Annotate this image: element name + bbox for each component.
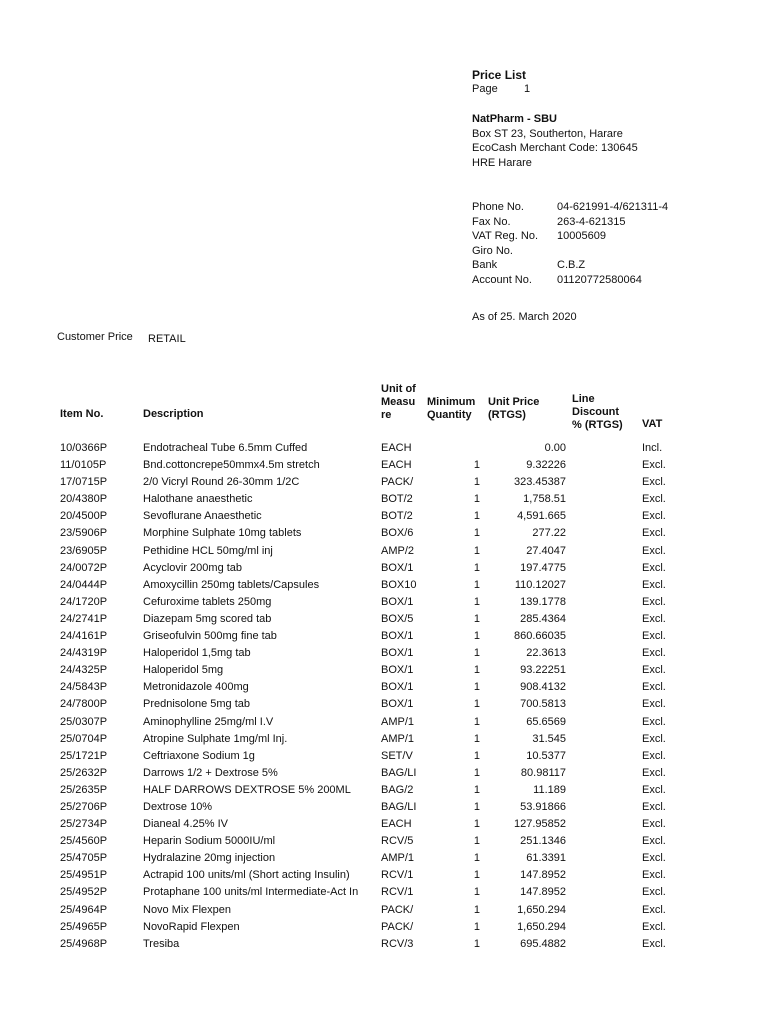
cell-unit-price: 80.98117 [520, 766, 566, 779]
cell-item-no: 25/4951P [60, 869, 108, 882]
table-row [0, 662, 768, 679]
cell-unit-price: 1,758.51 [523, 493, 566, 506]
table-row [0, 884, 768, 901]
cell-unit-of-measure: BOX/6 [381, 527, 414, 540]
cell-description: HALF DARROWS DEXTROSE 5% 200ML [143, 783, 351, 796]
cell-unit-price: 65.6569 [526, 715, 566, 728]
cell-description: Diazepam 5mg scored tab [143, 612, 272, 625]
company-name: NatPharm - SBU [472, 113, 557, 125]
header-min-line-1: Minimum [427, 396, 476, 408]
cell-item-no: 24/4319P [60, 647, 108, 660]
cell-unit-price: 700.5813 [520, 698, 566, 711]
cell-vat: Excl. [642, 715, 666, 728]
cell-item-no: 24/7800P [60, 698, 108, 711]
detail-label-phone: Phone No. [472, 201, 524, 213]
header-disc-line-3: % (RTGS) [572, 419, 623, 431]
cell-unit-of-measure: EACH [381, 459, 412, 472]
detail-label-fax: Fax No. [472, 216, 511, 228]
cell-vat: Excl. [642, 886, 666, 899]
cell-minimum-quantity: 1 [473, 647, 480, 660]
cell-item-no: 24/2741P [60, 612, 108, 625]
header-vat: VAT [642, 418, 663, 430]
cell-vat: Excl. [642, 544, 666, 557]
cell-minimum-quantity: 1 [473, 510, 480, 523]
address-line-2: EcoCash Merchant Code: 130645 [472, 142, 638, 154]
cell-unit-of-measure: BOX/1 [381, 647, 414, 660]
cell-item-no: 25/2635P [60, 783, 108, 796]
cell-unit-price: 251.1346 [520, 835, 566, 848]
cell-unit-of-measure: BOX/1 [381, 630, 414, 643]
cell-unit-of-measure: BOX/1 [381, 681, 414, 694]
cell-description: Endotracheal Tube 6.5mm Cuffed [143, 442, 308, 454]
cell-description: Acyclovir 200mg tab [143, 561, 243, 574]
cell-unit-price: 197.4775 [520, 561, 566, 574]
table-row [0, 611, 768, 628]
header-unit-price [488, 396, 539, 422]
customer-price-label: Customer Price [57, 331, 133, 343]
cell-unit-of-measure: EACH [381, 442, 412, 454]
cell-unit-of-measure: EACH [381, 818, 412, 831]
cell-item-no: 23/5906P [60, 527, 108, 540]
header-item-no: Item No. [60, 408, 104, 420]
cell-item-no: 20/4500P [60, 510, 108, 523]
cell-minimum-quantity: 1 [473, 612, 480, 625]
cell-unit-price: 860.66035 [514, 630, 566, 643]
cell-unit-of-measure: BOX/1 [381, 664, 414, 677]
detail-label-bank: Bank [472, 259, 498, 271]
cell-description: Novo Mix Flexpen [143, 903, 232, 916]
cell-unit-price: 695.4882 [520, 937, 566, 950]
table-row [0, 714, 768, 731]
address-line-3: HRE Harare [472, 157, 532, 169]
header-description: Description [143, 408, 204, 420]
cell-vat: Excl. [642, 749, 666, 762]
cell-unit-price: 61.3391 [526, 852, 566, 865]
price-table-body [0, 440, 768, 953]
cell-unit-price: 9.32226 [526, 459, 566, 472]
cell-item-no: 25/4968P [60, 937, 108, 950]
table-row [0, 525, 768, 542]
header-price-line-2: (RTGS) [488, 409, 526, 421]
cell-unit-of-measure: AMP/1 [381, 852, 415, 865]
header-disc-line-2: Discount [572, 406, 620, 418]
detail-label-giro: Giro No. [472, 245, 513, 257]
cell-unit-of-measure: BOX/5 [381, 612, 414, 625]
cell-unit-of-measure: PACK/ [381, 903, 414, 916]
cell-unit-price: 277.22 [532, 527, 566, 540]
cell-unit-of-measure: BOX/1 [381, 595, 414, 608]
table-row [0, 867, 768, 884]
cell-unit-price: 147.8952 [520, 869, 566, 882]
cell-unit-of-measure: BOT/2 [381, 510, 413, 523]
header-line-discount [572, 393, 623, 432]
cell-description: Hydralazine 20mg injection [143, 852, 276, 865]
cell-minimum-quantity: 1 [473, 766, 480, 779]
cell-minimum-quantity: 1 [473, 630, 480, 643]
cell-item-no: 25/0307P [60, 715, 108, 728]
detail-value-bank: C.B.Z [557, 259, 586, 271]
table-row [0, 508, 768, 525]
cell-vat: Excl. [642, 612, 666, 625]
cell-unit-of-measure: BAG/2 [381, 783, 414, 796]
cell-description: Atropine Sulphate 1mg/ml Inj. [143, 732, 288, 745]
cell-description: Darrows 1/2 + Dextrose 5% [143, 766, 278, 779]
cell-minimum-quantity: 1 [473, 681, 480, 694]
cell-unit-of-measure: SET/V [381, 749, 413, 762]
cell-unit-price: 1,650.294 [517, 920, 566, 933]
cell-vat: Excl. [642, 630, 666, 643]
table-row [0, 628, 768, 645]
cell-minimum-quantity: 1 [473, 835, 480, 848]
cell-item-no: 24/0072P [60, 561, 108, 574]
cell-item-no: 24/0444P [60, 578, 108, 591]
cell-unit-of-measure: RCV/5 [381, 835, 414, 848]
table-row [0, 782, 768, 799]
cell-minimum-quantity: 1 [473, 800, 480, 813]
cell-unit-of-measure: AMP/2 [381, 544, 415, 557]
cell-description: Bnd.cottoncrepe50mmx4.5m stretch [143, 459, 320, 472]
cell-unit-of-measure: RCV/3 [381, 937, 414, 950]
cell-vat: Excl. [642, 647, 666, 660]
cell-description: Ceftriaxone Sodium 1g [143, 749, 255, 762]
cell-item-no: 24/1720P [60, 595, 108, 608]
cell-vat: Excl. [642, 578, 666, 591]
cell-description: Aminophylline 25mg/ml I.V [143, 715, 274, 728]
cell-unit-price: 93.22251 [520, 664, 566, 677]
cell-unit-of-measure: BAG/LI [381, 800, 417, 813]
cell-unit-of-measure: BOT/2 [381, 493, 413, 506]
cell-description: Halothane anaesthetic [143, 493, 253, 506]
table-row [0, 474, 768, 491]
cell-vat: Excl. [642, 800, 666, 813]
table-row [0, 440, 768, 457]
cell-item-no: 25/4964P [60, 903, 108, 916]
cell-unit-of-measure: RCV/1 [381, 869, 414, 882]
cell-minimum-quantity: 1 [473, 818, 480, 831]
cell-unit-price: 11.189 [533, 783, 566, 796]
table-row [0, 491, 768, 508]
cell-description: NovoRapid Flexpen [143, 920, 240, 933]
cell-vat: Excl. [642, 681, 666, 694]
cell-description: Cefuroxime tablets 250mg [143, 595, 272, 608]
cell-unit-of-measure: PACK/ [381, 476, 414, 489]
cell-item-no: 25/1721P [60, 749, 108, 762]
page-title: Price List [472, 68, 527, 82]
cell-minimum-quantity: 1 [473, 698, 480, 711]
page-label: Page [472, 83, 498, 95]
table-row [0, 543, 768, 560]
cell-item-no: 25/4705P [60, 852, 108, 865]
cell-item-no: 25/2706P [60, 800, 108, 813]
cell-vat: Excl. [642, 783, 666, 796]
cell-vat: Excl. [642, 869, 666, 882]
detail-value-account: 01120772580064 [557, 274, 642, 286]
cell-vat: Incl. [642, 442, 663, 454]
cell-unit-price: 127.95852 [514, 818, 566, 831]
cell-minimum-quantity: 1 [473, 561, 480, 574]
cell-description: Dianeal 4.25% IV [143, 818, 228, 831]
cell-item-no: 11/0105P [60, 459, 107, 472]
cell-minimum-quantity: 1 [473, 749, 480, 762]
table-row [0, 833, 768, 850]
cell-vat: Excl. [642, 459, 666, 472]
cell-vat: Excl. [642, 766, 666, 779]
cell-description: Pethidine HCL 50mg/ml inj [143, 544, 273, 557]
cell-item-no: 24/4325P [60, 664, 108, 677]
cell-description: Tresiba [143, 937, 180, 950]
header-disc-line-1: Line [572, 393, 595, 405]
header-price-line-1: Unit Price [488, 396, 540, 408]
page-number: 1 [524, 83, 531, 95]
detail-label-account: Account No. [472, 274, 532, 286]
cell-vat: Excl. [642, 835, 666, 848]
cell-minimum-quantity: 1 [473, 544, 480, 557]
cell-minimum-quantity: 1 [473, 852, 480, 865]
cell-description: Metronidazole 400mg [143, 681, 249, 694]
cell-item-no: 25/0704P [60, 732, 108, 745]
cell-minimum-quantity: 1 [473, 459, 480, 472]
cell-unit-price: 53.91866 [520, 800, 566, 813]
cell-description: Heparin Sodium 5000IU/ml [143, 835, 276, 848]
table-row [0, 731, 768, 748]
cell-description: Haloperidol 1,5mg tab [143, 647, 251, 660]
cell-vat: Excl. [642, 818, 666, 831]
table-row [0, 560, 768, 577]
table-row [0, 577, 768, 594]
cell-vat: Excl. [642, 561, 666, 574]
detail-label-vat: VAT Reg. No. [472, 230, 539, 242]
cell-unit-price: 139.1778 [520, 595, 566, 608]
cell-minimum-quantity: 1 [473, 732, 480, 745]
cell-item-no: 25/4560P [60, 835, 108, 848]
table-row [0, 594, 768, 611]
cell-item-no: 10/0366P [60, 442, 108, 454]
table-row [0, 816, 768, 833]
header-uom-line-3: re [381, 409, 392, 421]
cell-item-no: 24/4161P [60, 630, 108, 643]
cell-description: Actrapid 100 units/ml (Short acting Insulin) [143, 869, 350, 882]
table-row [0, 799, 768, 816]
cell-vat: Excl. [642, 493, 666, 506]
cell-minimum-quantity: 1 [473, 783, 480, 796]
cell-item-no: 17/0715P [60, 476, 108, 489]
cell-vat: Excl. [642, 476, 666, 489]
detail-value-phone: 04-621991-4/621311-4 [557, 201, 669, 213]
cell-description: Griseofulvin 500mg fine tab [143, 630, 277, 643]
cell-description: Dextrose 10% [143, 800, 213, 813]
cell-description: Amoxycillin 250mg tablets/Capsules [143, 578, 320, 591]
cell-minimum-quantity: 1 [473, 903, 480, 916]
cell-vat: Excl. [642, 937, 666, 950]
header-uom-line-2: Measu [381, 396, 416, 408]
cell-vat: Excl. [642, 595, 666, 608]
cell-unit-price: 31.545 [532, 732, 566, 745]
cell-minimum-quantity: 1 [473, 869, 480, 882]
cell-vat: Excl. [642, 510, 666, 523]
table-row [0, 850, 768, 867]
table-row [0, 696, 768, 713]
as-of-date: As of 25. March 2020 [472, 311, 577, 323]
cell-minimum-quantity: 1 [473, 595, 480, 608]
cell-unit-price: 0.00 [544, 442, 566, 454]
cell-unit-of-measure: PACK/ [381, 920, 414, 933]
cell-unit-price: 1,650.294 [517, 903, 566, 916]
cell-item-no: 25/4965P [60, 920, 108, 933]
header-minimum-quantity [427, 396, 475, 422]
cell-unit-price: 323.45387 [514, 476, 566, 489]
cell-vat: Excl. [642, 732, 666, 745]
cell-minimum-quantity: 1 [473, 664, 480, 677]
cell-vat: Excl. [642, 903, 666, 916]
cell-unit-price: 908.4132 [520, 681, 566, 694]
cell-unit-of-measure: AMP/1 [381, 715, 415, 728]
cell-description: Haloperidol 5mg [143, 664, 224, 677]
cell-vat: Excl. [642, 664, 666, 677]
customer-price-value: RETAIL [148, 333, 186, 345]
cell-minimum-quantity: 1 [473, 715, 480, 728]
table-row [0, 936, 768, 953]
header-unit-of-measure [381, 383, 416, 422]
cell-item-no: 20/4380P [60, 493, 108, 506]
address-line-1: Box ST 23, Southerton, Harare [472, 128, 623, 140]
cell-unit-of-measure: BAG/LI [381, 766, 417, 779]
cell-item-no: 25/2734P [60, 818, 108, 831]
detail-value-fax: 263-4-621315 [557, 216, 626, 228]
cell-unit-price: 110.12027 [514, 578, 566, 591]
cell-description: 2/0 Vicryl Round 26-30mm 1/2C [143, 476, 300, 489]
header-min-line-2: Quantity [427, 409, 472, 421]
cell-unit-price: 4,591.665 [517, 510, 566, 523]
cell-unit-price: 285.4364 [520, 612, 566, 625]
detail-value-vat: 10005609 [557, 230, 606, 242]
cell-item-no: 23/6905P [60, 544, 108, 557]
cell-unit-price: 27.4047 [526, 544, 566, 557]
cell-unit-of-measure: RCV/1 [381, 886, 414, 899]
cell-minimum-quantity: 1 [473, 886, 480, 899]
cell-minimum-quantity: 1 [473, 493, 480, 506]
cell-minimum-quantity: 1 [473, 527, 480, 540]
cell-description: Prednisolone 5mg tab [143, 698, 251, 711]
cell-minimum-quantity: 1 [473, 476, 480, 489]
cell-description: Protaphane 100 units/ml Intermediate-Act In [143, 886, 359, 899]
cell-unit-price: 147.8952 [520, 886, 566, 899]
header-uom-line-1: Unit of [381, 383, 416, 395]
cell-unit-of-measure: BOX/1 [381, 561, 414, 574]
table-row [0, 679, 768, 696]
cell-unit-of-measure: BOX10 [381, 578, 417, 591]
cell-unit-price: 22.3613 [526, 647, 566, 660]
cell-item-no: 25/2632P [60, 766, 108, 779]
table-row [0, 765, 768, 782]
table-row [0, 457, 768, 474]
table-row [0, 919, 768, 936]
cell-unit-of-measure: BOX/1 [381, 698, 414, 711]
table-row [0, 902, 768, 919]
cell-minimum-quantity: 1 [473, 937, 480, 950]
cell-minimum-quantity: 1 [473, 920, 480, 933]
cell-item-no: 24/5843P [60, 681, 108, 694]
cell-description: Sevoflurane Anaesthetic [143, 510, 262, 523]
cell-item-no: 25/4952P [60, 886, 108, 899]
table-row [0, 645, 768, 662]
cell-vat: Excl. [642, 852, 666, 865]
cell-unit-of-measure: AMP/1 [381, 732, 415, 745]
cell-vat: Excl. [642, 920, 666, 933]
cell-vat: Excl. [642, 527, 666, 540]
cell-minimum-quantity: 1 [473, 578, 480, 591]
cell-vat: Excl. [642, 698, 666, 711]
cell-description: Morphine Sulphate 10mg tablets [143, 527, 302, 540]
cell-unit-price: 10.5377 [526, 749, 566, 762]
table-row [0, 748, 768, 765]
